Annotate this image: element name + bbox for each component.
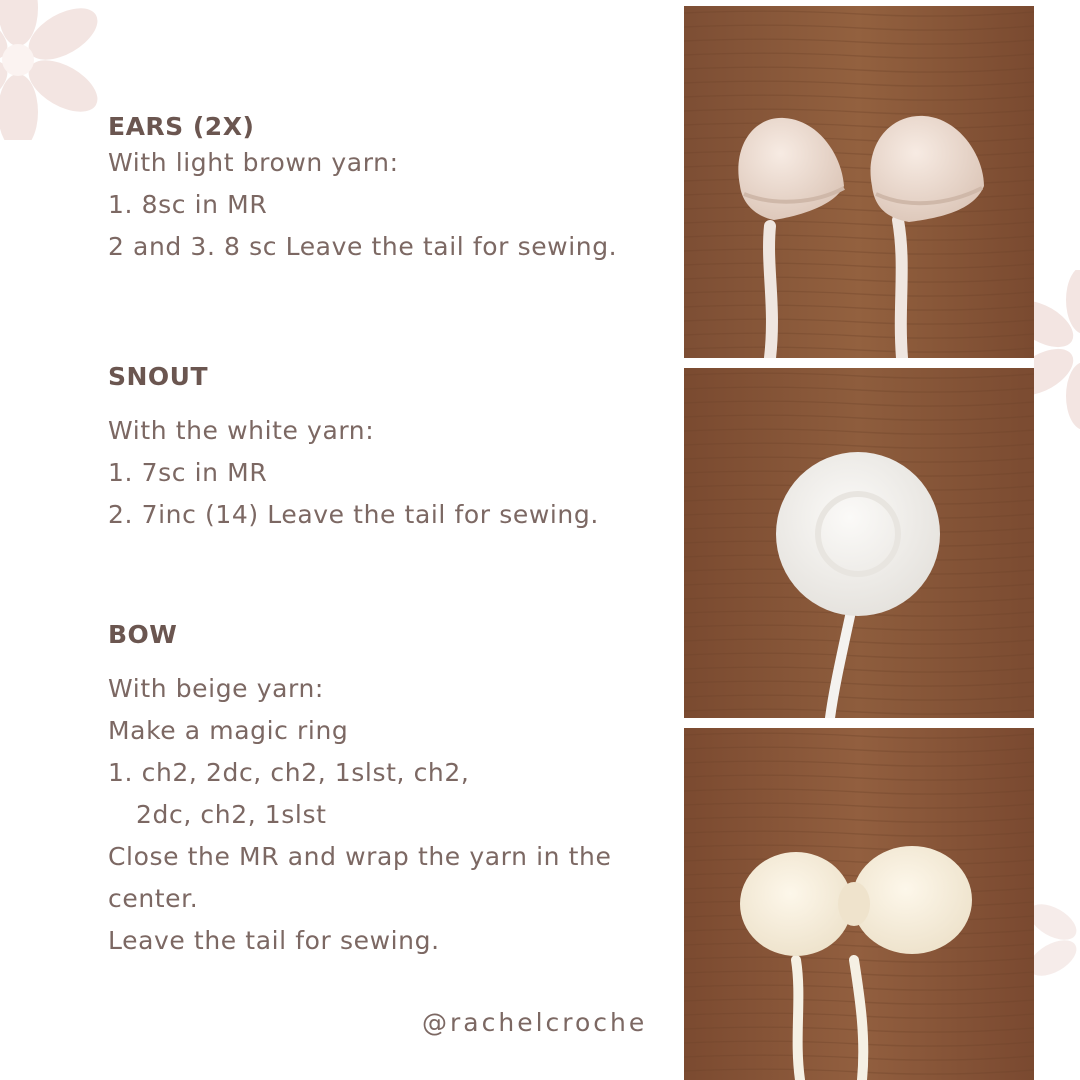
- bow-line: Close the MR and wrap the yarn in the: [108, 842, 612, 871]
- photo-ears: [684, 6, 1034, 358]
- section-title-bow: BOW: [108, 620, 178, 649]
- credit-handle: @rachelcroche: [422, 1008, 648, 1037]
- bow-line: 1. ch2, 2dc, ch2, 1slst, ch2,: [108, 758, 470, 787]
- ears-line: With light brown yarn:: [108, 148, 399, 177]
- bow-line: center.: [108, 884, 199, 913]
- flower-decoration-bottom-right: [1034, 890, 1080, 990]
- ears-line: 1. 8sc in MR: [108, 190, 268, 219]
- ears-line: 2 and 3. 8 sc Leave the tail for sewing.: [108, 232, 618, 261]
- flower-decoration-top-left: [0, 0, 100, 140]
- snout-line: 2. 7inc (14) Leave the tail for sewing.: [108, 500, 599, 529]
- section-body-ears: [108, 142, 617, 268]
- snout-line: With the white yarn:: [108, 416, 375, 445]
- snout-line: 1. 7sc in MR: [108, 458, 268, 487]
- flower-decoration-right: [1034, 270, 1080, 430]
- section-body-snout: [108, 410, 599, 536]
- section-title-ears: EARS (2X): [108, 112, 255, 141]
- section-title-snout: SNOUT: [108, 362, 209, 391]
- bow-line: Make a magic ring: [108, 716, 349, 745]
- bow-line: With beige yarn:: [108, 674, 324, 703]
- section-body-bow: [108, 668, 611, 962]
- bow-line: Leave the tail for sewing.: [108, 926, 440, 955]
- photo-bow: [684, 728, 1034, 1080]
- bow-line: 2dc, ch2, 1slst: [136, 800, 327, 829]
- photo-snout: [684, 368, 1034, 718]
